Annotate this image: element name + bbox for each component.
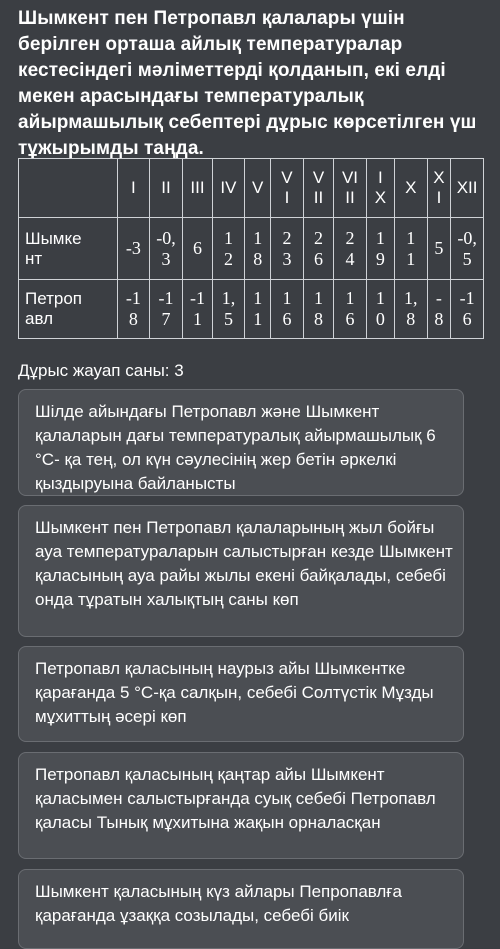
answer-option-4[interactable] — [18, 752, 464, 859]
month-header-cell: I X — [366, 159, 394, 218]
month-header-cell: V I — [271, 159, 304, 218]
month-header-cell: V — [245, 159, 271, 218]
city-label-cell: Шымке нт — [19, 218, 118, 280]
temperature-cell: 1 9 — [366, 218, 394, 280]
temperature-cell: 1, 8 — [394, 280, 427, 339]
temperature-cell: 1 8 — [245, 218, 271, 280]
answer-option-text: Петропавл қаласының қаңтар айы Шымкент қаласымен салыстырғанда суық себебі Петропавл қаласы Тынық мұхитына жақын орналасқан — [35, 765, 436, 832]
correct-answer-count: Дұрыс жауап саны: 3 — [18, 361, 184, 380]
month-header-cell: X I — [427, 159, 451, 218]
answer-option-5[interactable] — [18, 869, 464, 949]
answer-option-text: Петропавл қаласының наурыз айы Шымкентке қарағанда 5 °С-қа салқын, себебі Солтүстік Мұзды мұхиттың әсері көп — [35, 659, 434, 726]
table-header-row — [19, 159, 484, 218]
temperature-cell: - 8 — [427, 280, 451, 339]
month-header-cell: V II — [303, 159, 333, 218]
month-header-cell: III — [183, 159, 212, 218]
temperature-cell: -1 1 — [183, 280, 212, 339]
question-text: Шымкент пен Петропавл қалалары үшін берілген орташа айлық температуралар кестесіндегі мәліметтерді қолданып, екі елді мекен арасындағы температуралық айырмашылық себептері дұрыс көрсетілген үш тұжырымды таңда. — [18, 8, 477, 159]
temperature-cell: -0, 5 — [451, 218, 484, 280]
temperature-cell: 2 6 — [303, 218, 333, 280]
answer-option-3[interactable] — [18, 646, 464, 742]
temperature-cell: 1 0 — [366, 280, 394, 339]
city-label-cell: Петроп авл — [19, 280, 118, 339]
answer-option-1[interactable] — [18, 389, 464, 496]
table-row — [19, 280, 484, 339]
answer-option-text: Шымкент қаласының күз айлары Пепропавлға қарағанда ұзаққа созылады, себебі биік — [35, 882, 403, 925]
temperature-cell: 1 6 — [271, 280, 304, 339]
answer-option-2[interactable] — [18, 505, 464, 637]
temperature-cell: 1 1 — [394, 218, 427, 280]
temperature-cell: -1 6 — [451, 280, 484, 339]
answer-option-text: Шілде айындағы Петропавл және Шымкент қалаларын дағы температуралық айырмашылық 6 °С- қа тең, ол күн сәулесінің жер бетін әркелкі қыздыруына байланысты — [35, 402, 436, 493]
month-header-cell: II — [149, 159, 183, 218]
temperature-cell: 1 8 — [303, 280, 333, 339]
temperature-cell: 1 2 — [212, 218, 245, 280]
table-corner-cell — [19, 159, 118, 218]
temperature-cell: 6 — [183, 218, 212, 280]
temperature-cell: 1 6 — [334, 280, 367, 339]
answer-option-text: Шымкент пен Петропавл қалаларының жыл бойғы ауа температураларын салыстырған кезде Шымкент қаласының ауа райы жылы екені байқалады, себебі онда тұратын халықтың саны көп — [35, 518, 453, 609]
temperature-cell: -0, 3 — [149, 218, 183, 280]
month-header-cell: VI II — [334, 159, 367, 218]
month-header-cell: IV — [212, 159, 245, 218]
temperature-cell: 1, 5 — [212, 280, 245, 339]
month-header-cell: I — [118, 159, 150, 218]
temperature-cell: 5 — [427, 218, 451, 280]
temperature-cell: -3 — [118, 218, 150, 280]
table-row — [19, 218, 484, 280]
temperature-cell: -1 7 — [149, 280, 183, 339]
temperature-cell: 1 1 — [245, 280, 271, 339]
temperature-table — [18, 158, 484, 339]
month-header-cell: XII — [451, 159, 484, 218]
temperature-cell: 2 3 — [271, 218, 304, 280]
month-header-cell: X — [394, 159, 427, 218]
temperature-cell: 2 4 — [334, 218, 367, 280]
temperature-cell: -1 8 — [118, 280, 150, 339]
